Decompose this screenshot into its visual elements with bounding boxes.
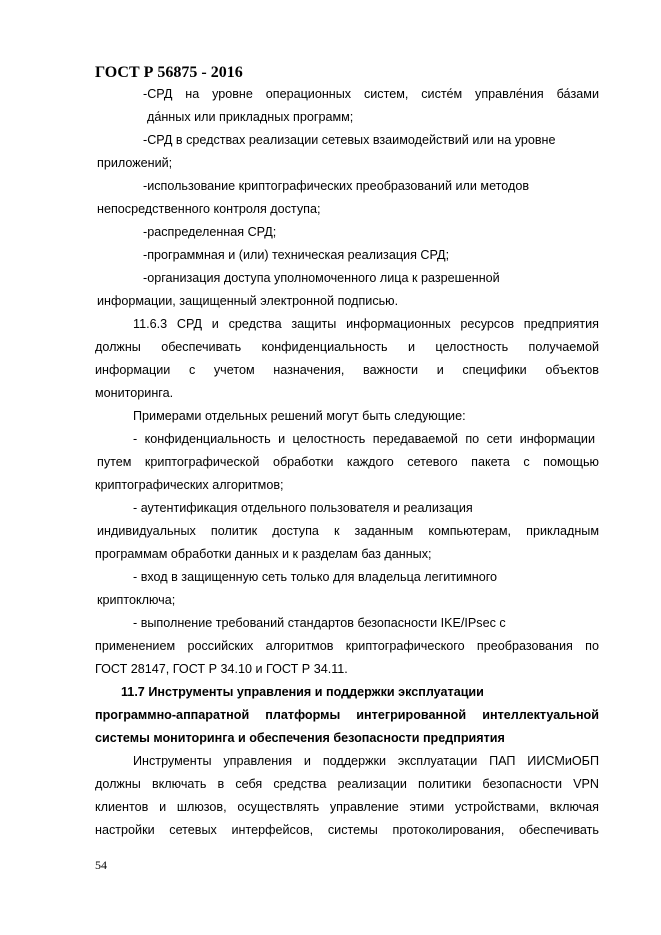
text-line: должны обеспечивать конфиденциальность и целостность получаемой (95, 340, 599, 354)
text-line: клиентов и шлюзов, осуществлять управление этими устройствами, включая (95, 800, 599, 814)
text-line: ГОСТ 28147, ГОСТ Р 34.10 и ГОСТ Р 34.11. (95, 662, 348, 676)
text-line: информации, защищенный электронной подписью. (97, 294, 399, 308)
text-line: информации с учетом назначения, важности и специфики объектов (95, 363, 599, 377)
text-line: - конфиденциальность и целостность передаваемой по сети информации (133, 432, 595, 446)
text-line: -СРД на уровне операционных систем, систе́м управле́ния ба́зами (143, 87, 599, 101)
section-heading: 11.7 Инструменты управления и поддержки эксплуатации (121, 685, 484, 699)
text-line: криптографических алгоритмов; (95, 478, 284, 492)
page-number: 54 (95, 858, 107, 872)
text-line: должны включать в себя средства реализации политики безопасности VPN (95, 777, 599, 791)
text-line: индивидуальных политик доступа к заданным компьютерам, прикладным (97, 524, 599, 538)
text-line: настройки сетевых интерфейсов, системы протоколирования, обеспечивать (95, 823, 599, 837)
text-line: мониторинга. (95, 386, 174, 400)
text-line: -СРД в средствах реализации сетевых взаимодействий или на уровне (143, 133, 556, 147)
text-line: программам обработки данных и к разделам баз данных; (95, 547, 432, 561)
text-line: -программная и (или) техническая реализация СРД; (143, 248, 450, 262)
section-heading: системы мониторинга и обеспечения безопасности предприятия (95, 731, 505, 745)
text-line: непосредственного контроля доступа; (97, 202, 321, 216)
section-heading: программно-аппаратной платформы интегрированной интеллектуальной (95, 708, 599, 722)
document-header: ГОСТ Р 56875 - 2016 (95, 64, 243, 81)
text-line: криптоключа; (97, 593, 176, 607)
text-line: -использование криптографических преобразований или методов (143, 179, 530, 193)
text-line: -организация доступа уполномоченного лица к разрешенной (143, 271, 500, 285)
text-line: приложений; (97, 156, 173, 170)
text-line: Инструменты управления и поддержки эксплуатации ПАП ИИСМиОБП (133, 754, 599, 768)
text-line: - вход в защищенную сеть только для владельца легитимного (133, 570, 498, 584)
text-line: путем криптографической обработки каждого сетевого пакета с помощью (97, 455, 599, 469)
text-line: -распределенная СРД; (143, 225, 277, 239)
text-line: 11.6.3 СРД и средства защиты информационных ресурсов предприятия (133, 317, 599, 331)
text-line: да́нных или прикладных программ; (147, 110, 354, 124)
text-line: - выполнение требований стандартов безопасности IKE/IPsec с (133, 616, 506, 630)
text-line: - аутентификация отдельного пользователя и реализация (133, 501, 473, 515)
text-line: Примерами отдельных решений могут быть следующие: (133, 409, 466, 423)
text-line: применением российских алгоритмов криптографического преобразования по (95, 639, 599, 653)
